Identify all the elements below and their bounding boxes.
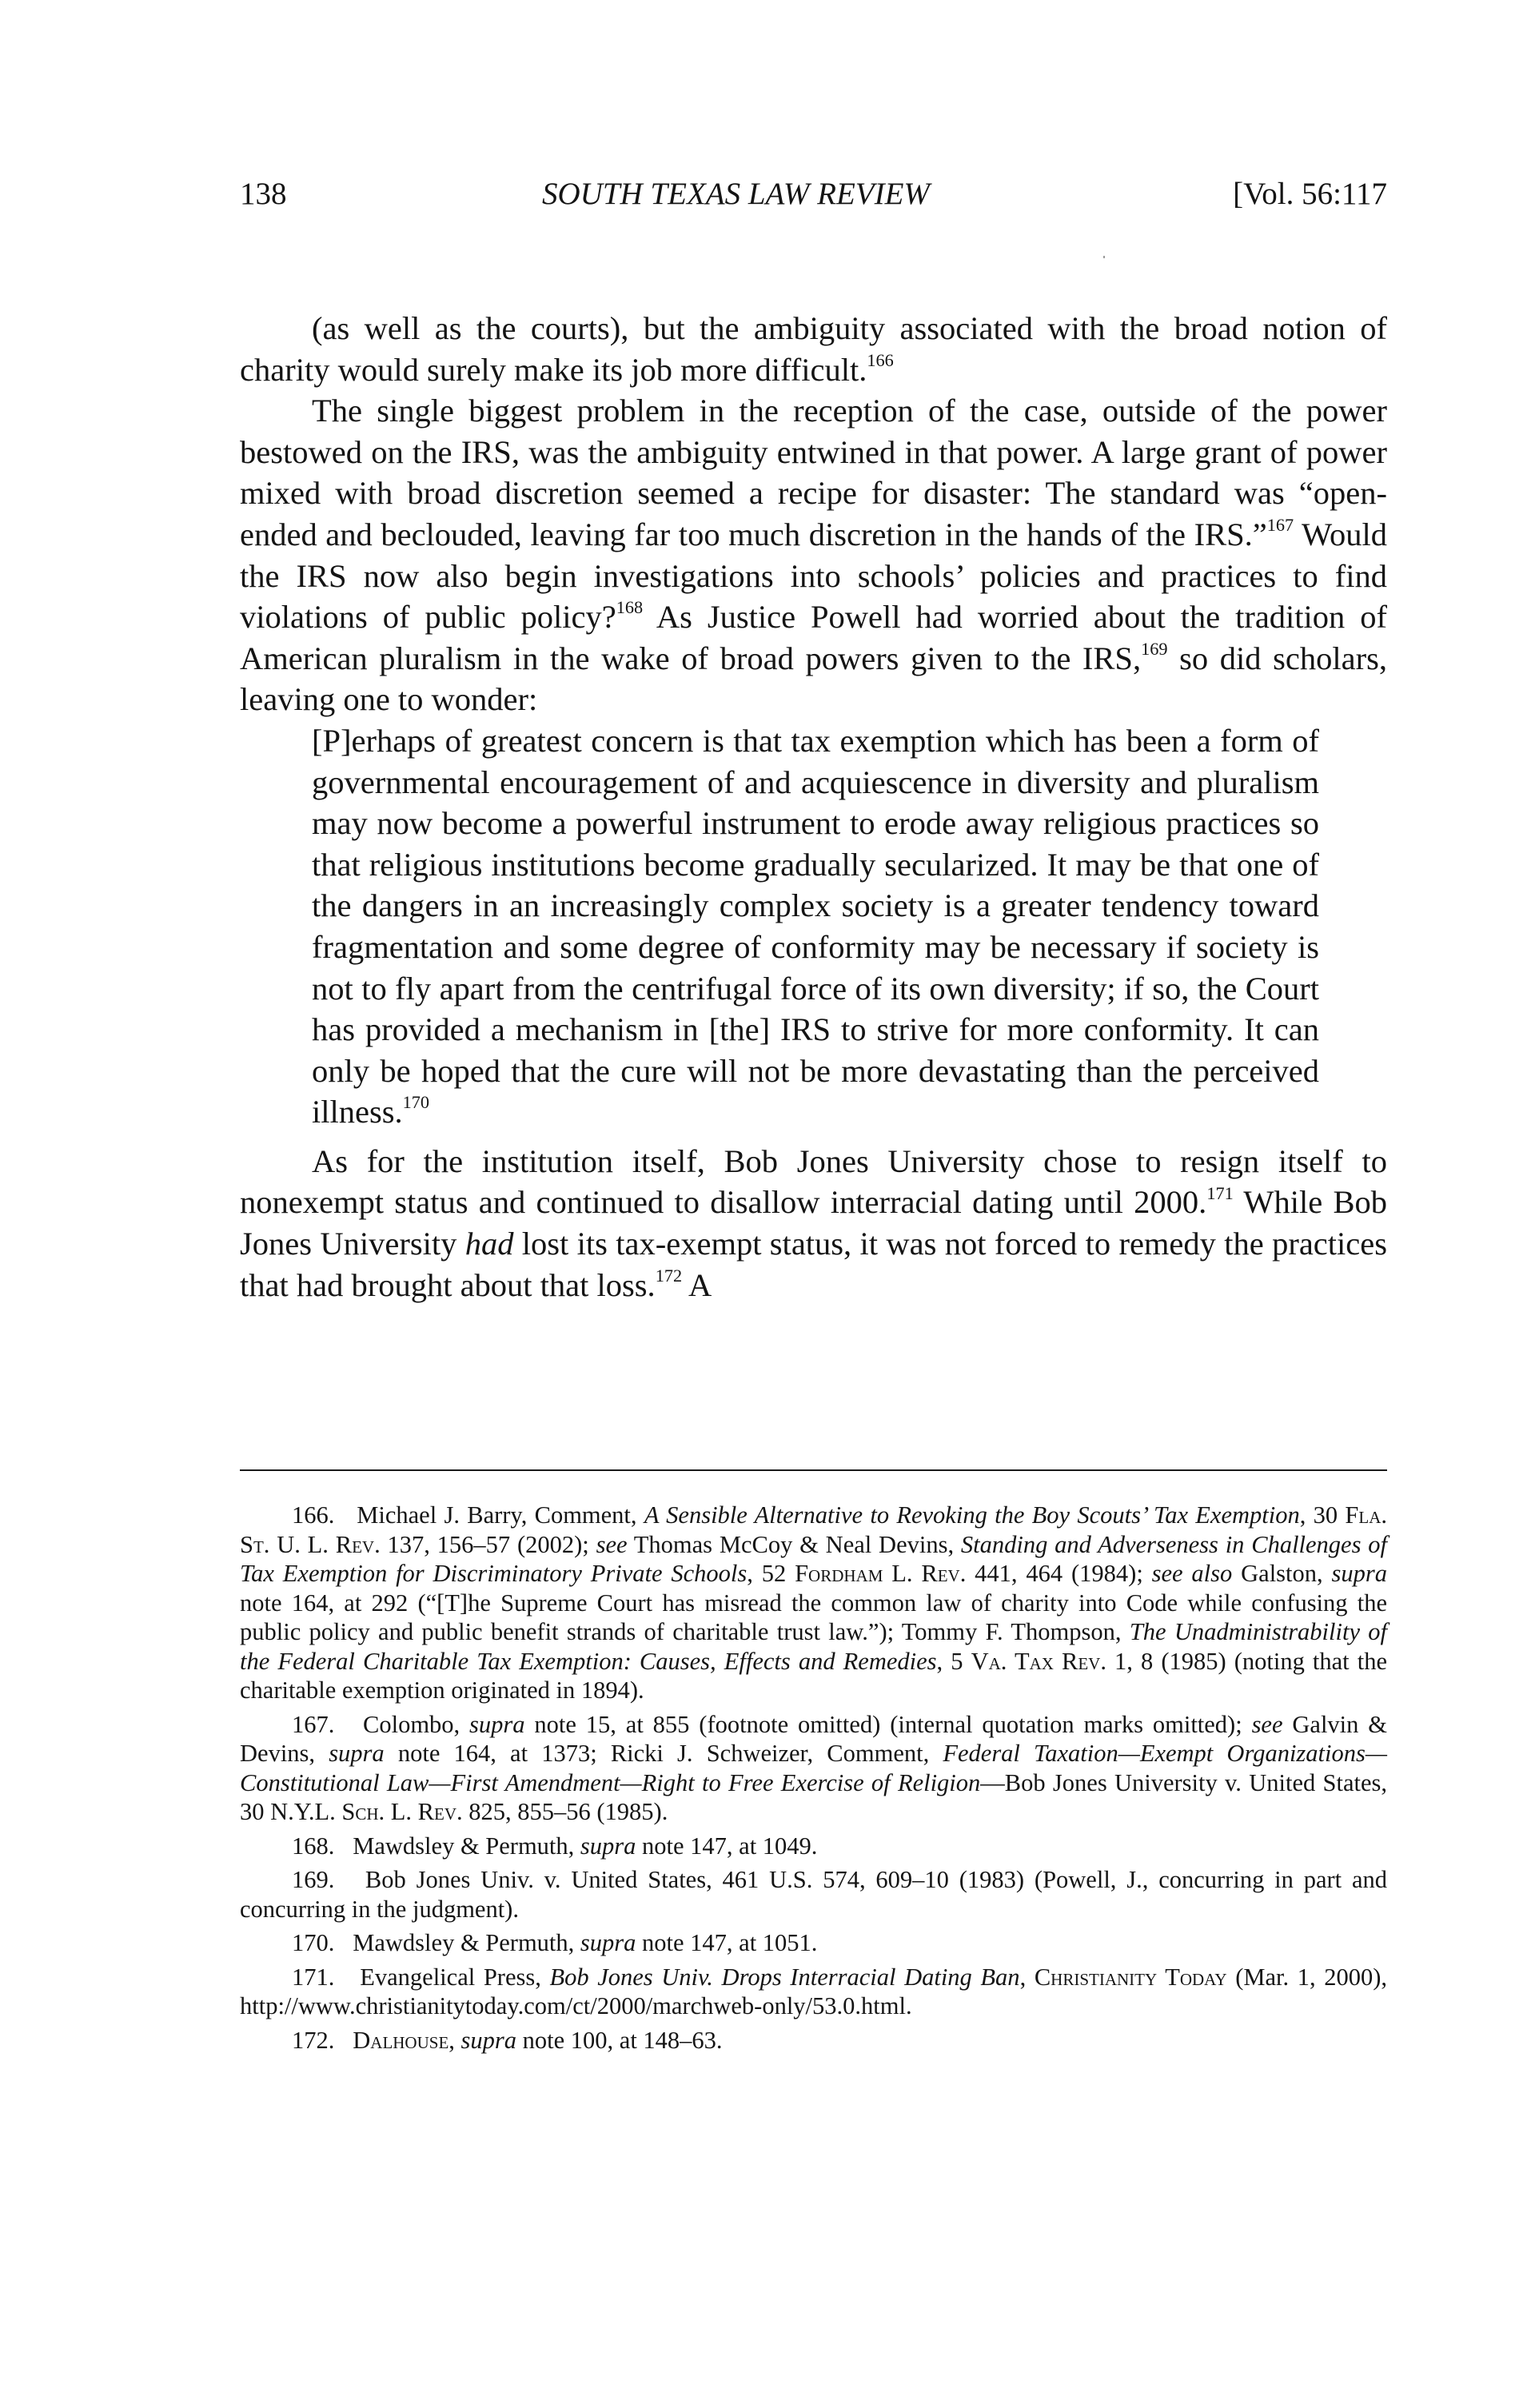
footnote-169: 169. Bob Jones Univ. v. United States, 461 U.S. 574, 609–10 (1983) (Powell, J., concurring in part and concurring in the judgment).	[240, 1866, 1388, 1923]
footnotes	[240, 1501, 1387, 2059]
footnote-168: 168. Mawdsley & Permuth, supra note 147, at 1049.	[292, 1832, 818, 1860]
main-text	[240, 308, 1387, 1306]
footnote-ref[interactable]: 166	[867, 349, 894, 370]
footnote-172: 172. Dalhouse, supra note 100, at 148–63.	[292, 2026, 723, 2054]
footnote-166: 166. Michael J. Barry, Comment, A Sensible Alternative to Revoking the Boy Scouts’ Tax Exemption, 30 Fla. St. U. L. Rev. 137, 156–57 (2002); see Thomas McCoy & Neal Devins, Standing and Adverseness in Challenges of Tax Exemption for Discriminatory Private Schools, 52 Fordham L. Rev. 441, 464 (1984); see also Galston, supra note 164, at 292 (“[T]he Supreme Court has misread the common law of charity into Code while confusing the public policy and public benefit strands of charitable trust law.”); Tommy F. Thompson, The Unadministrability of the Federal Charitable Tax Exemption: Causes, Effects and Remedies, 5 Va. Tax Rev. 1, 8 (1985) (noting that the charitable exemption originated in 1894).	[240, 1501, 1387, 1704]
url-link[interactable]: (Mar. 1, 2000), http://www.christianitytoday.com/ct/2000/marchweb-only/53.0.html.	[240, 1963, 1388, 2019]
paragraph-continued: (as well as the courts), but the ambiguity associated with the broad notion of charity would surely make its job more difficult.$^{166}$	[240, 310, 1387, 388]
footnote-ref[interactable]: 167	[1266, 515, 1294, 536]
footnote-ref[interactable]: 169	[1141, 638, 1168, 659]
footnote-170: 170. Mawdsley & Permuth, supra note 147, at 1051.	[292, 1929, 818, 1956]
running-header	[240, 176, 1387, 224]
footnote-ref[interactable]: 170	[402, 1092, 430, 1113]
page-number: 138	[240, 177, 287, 211]
block-quote: [P]erhaps of greatest concern is that tax exemption which has been a form of governmental encouragement of and acquiescence in diversity and pluralism may now become a powerful instrument to erode away religious practices so that religious institutions become gradually secularized. It may be that one of the dangers in an increasingly complex society is a greater tendency toward fragmentation and some degree of conformity may be necessary if society is not to fly apart from the centrifugal force of its own diversity; if so, the Court has provided a mechanism in [the] IRS to strive for more conformity. It can only be hoped that the cure will not be more devastating than the perceived illness.$^{170}$	[312, 722, 1319, 1130]
footnote-171: 171. Evangelical Press, Bob Jones Univ. Drops Interracial Dating Ban, Christianity Today (Mar. 1, 2000), http://www.christianitytoday.com/ct/2000/marchweb-only/53.0.html.	[240, 1963, 1388, 2019]
footnote-divider	[240, 1469, 1387, 1471]
journal-title: SOUTH TEXAS LAW REVIEW	[542, 177, 930, 211]
footnote-ref[interactable]: 171	[1206, 1182, 1234, 1203]
footnote-ref[interactable]: 168	[616, 597, 644, 618]
footnote-167: 167. Colombo, supra note 15, at 855 (footnote omitted) (internal quotation marks omitted); see Galvin & Devins, supra note 164, at 1373; Ricki J. Schweizer, Comment, Federal Taxation—Exempt Organizations—Constitutional Law—First Amendment—Right to Free Exercise of Religion—Bob Jones University v. United States, 30 N.Y.L. Sch. L. Rev. 825, 855–56 (1985).	[240, 1710, 1388, 1825]
paragraph-reception: The single biggest problem in the reception of the case, outside of the power bestowed on the IRS, was the ambiguity entwined in that power. A large grant of power mixed with broad discretion seemed a recipe for disaster: The standard was “open-ended and beclouded, leaving far too much discretion in the hands of the IRS.”$^{167}$ Would the IRS now also begin investigations into schools’ policies and practices to find violations of public policy?$^{168}$ As Justice Powell had worried about the tradition of American pluralism in the wake of broad powers given to the IRS,$^{169}$ so did scholars, leaving one to wonder:	[240, 393, 1388, 718]
scan-mark	[1103, 256, 1105, 258]
volume-citation: [Vol. 56:117	[1233, 177, 1387, 211]
paragraph-institution: As for the institution itself, Bob Jones University chose to resign itself to nonexempt status and continued to disallow interracial dating until 2000.$^{171}$ While Bob Jones University had lost its tax-exempt status, it was not forced to remedy the practices that had brought about that loss.$^{172}$ A	[240, 1142, 1387, 1303]
footnote-ref[interactable]: 172	[655, 1265, 683, 1286]
